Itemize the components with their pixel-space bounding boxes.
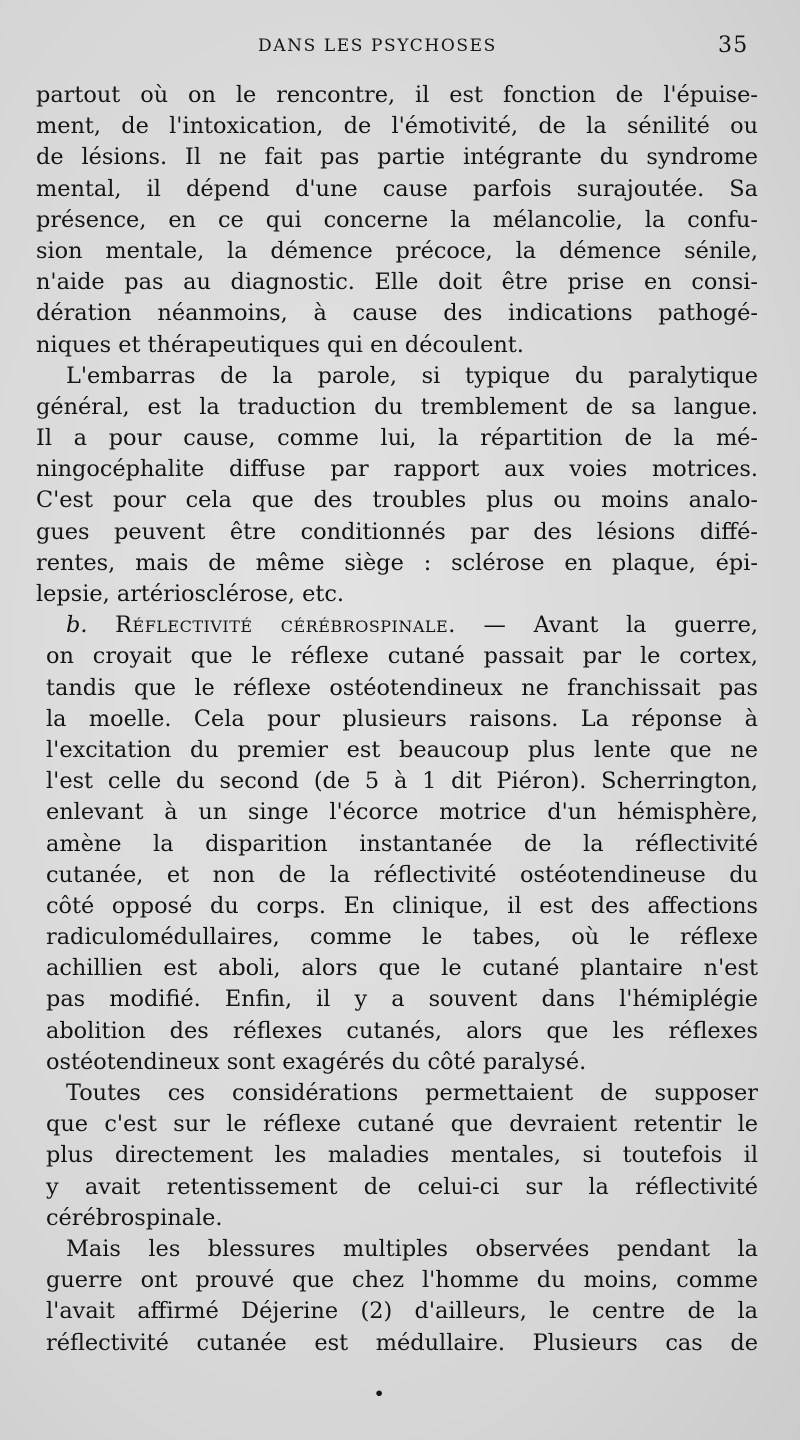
text-line: radiculomédullaires, comme le tabes, où le réflexe [46,924,758,951]
page-header [0,33,800,66]
text-line: Mais les blessures multiples observées pendant la [66,1235,758,1262]
text-line: la moelle. Cela pour plusieurs raisons. La réponse à [46,705,758,732]
text-line: de lésions. Il ne fait pas partie intégrante du syndrome [36,144,758,171]
text-line: abolition des réflexes cutanés, alors que les réflexes [46,1017,758,1044]
text-line: cérébrospinale. [46,1204,223,1231]
text-line: plus directement les maladies mentales, si toutefois il [46,1142,758,1169]
running-head: DANS LES PSYCHOSES [258,36,497,56]
text-line: amène la disparition instantanée de la réflectivité [46,830,758,857]
text-line: l'est celle du second (de 5 à 1 dit Piéron). Scherrington, [46,768,758,795]
text-line: dération néanmoins, à cause des indications pathogé- [36,300,758,327]
text-line: ostéotendineux sont exagérés du côté paralysé. [46,1048,587,1075]
page-number: 35 [718,33,749,58]
text-line: y avait retentissement de celui-ci sur la réflectivité [46,1173,758,1200]
text-line: général, est la traduction du tremblement de sa langue. [36,393,758,420]
text-line: rentes, mais de même siège : sclérose en plaque, épi- [36,549,758,576]
section-label: b. [66,612,88,639]
page-body [36,80,758,1359]
text-line: tandis que le réflexe ostéotendineux ne franchissait pas [46,674,758,701]
text-line: guerre ont prouvé que chez l'homme du moins, comme [46,1267,758,1294]
text-line: l'avait affirmé Déjerine (2) d'ailleurs, le centre de la [46,1298,758,1325]
printer-mark: • [374,1384,385,1403]
text-line: n'aide pas au diagnostic. Elle doit être prise en consi- [36,269,758,296]
text-line: l'excitation du premier est beaucoup plus lente que ne [46,736,758,763]
text-line: côté opposé du corps. En clinique, il est des affections [46,892,758,919]
text-line: réflectivité cutanée est médullaire. Plusieurs cas de [46,1329,758,1356]
text-line: ment, de l'intoxication, de l'émotivité, de la sénilité ou [36,113,758,140]
text-line: présence, en ce qui concerne la mélancolie, la confu- [36,206,758,233]
text-line: L'embarras de la parole, si typique du paralytique [66,362,758,389]
text-line: C'est pour cela que des troubles plus ou moins analo- [36,487,758,514]
text-line: Toutes ces considérations permettaient de supposer [66,1080,758,1106]
text-line: que c'est sur le réflexe cutané que devraient retentir le [46,1111,758,1138]
text-line: Il a pour cause, comme lui, la répartition de la mé- [36,425,758,452]
text-line: achillien est aboli, alors que le cutané plantaire n'est [46,955,758,982]
text-line: sion mentale, la démence précoce, la démence sénile, [36,237,758,264]
text-line: on croyait que le réflexe cutané passait par le cortex, [46,643,758,670]
text-line: pas modifié. Enfin, il y a souvent dans l'hémiplégie [46,986,758,1013]
text-line: cutanée, et non de la réflectivité ostéotendineuse du [46,861,758,888]
section-heading-continuation: — Avant la guerre, [455,612,758,639]
section-heading: Réflectivité cérébrospinale. [115,612,456,639]
text-line: niques et thérapeutiques qui en découlent. [36,331,524,358]
text-line: ningocéphalite diffuse par rapport aux voies motrices. [36,456,758,483]
text-line: lepsie, artériosclérose, etc. [36,581,345,607]
section-heading-line [36,610,758,641]
text-line: enlevant à un singe l'écorce motrice d'un hémisphère, [46,799,758,826]
text-line: gues peuvent être conditionnés par des lésions diffé- [36,518,758,545]
text-line: partout où on le rencontre, il est fonction de l'épuise- [36,82,758,108]
text-line: mental, il dépend d'une cause parfois surajoutée. Sa [36,175,758,202]
